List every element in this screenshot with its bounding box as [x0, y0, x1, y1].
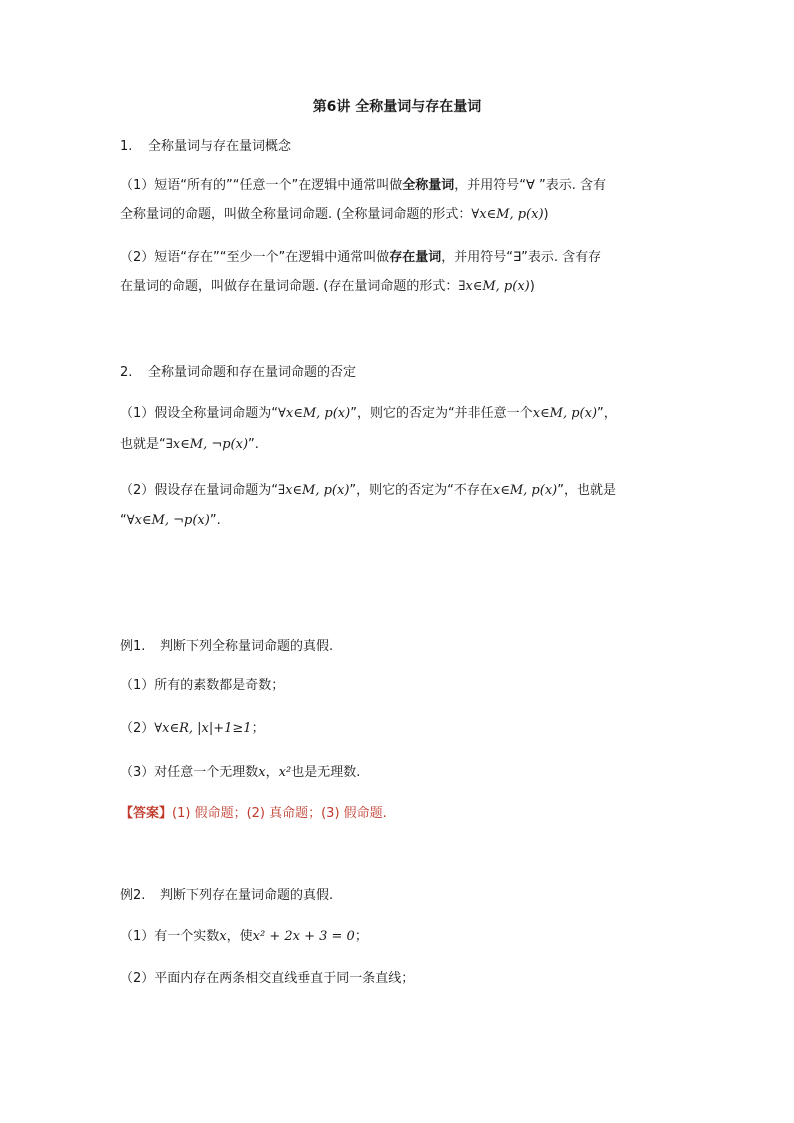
text: ，使 — [226, 929, 253, 944]
s1-p2-line1 — [120, 249, 601, 267]
math-formula: ∃x∈M, p(x) — [278, 483, 350, 498]
math-formula: ∃x∈M, ¬p(x) — [165, 437, 249, 452]
section-1-heading — [120, 138, 291, 156]
answer-tag: 【答案】 — [120, 806, 173, 821]
math-formula: x — [258, 765, 266, 780]
ex1-item-2 — [120, 720, 265, 738]
text: （2） — [120, 721, 155, 736]
s2-p1-line1 — [120, 405, 617, 423]
example-2-heading — [120, 887, 333, 905]
example-label: 例2. — [120, 888, 146, 903]
math-formula: ∀x∈M, p(x) — [471, 207, 544, 222]
math-formula: x² + 2x + 3 = 0 — [252, 929, 355, 944]
section-heading-text: 全称量词命题和存在量词命题的否定 — [148, 365, 357, 380]
text: ”. — [248, 437, 259, 452]
s1-p1-line1 — [120, 177, 606, 195]
section-number: 2. — [120, 365, 133, 380]
text: ”. — [209, 513, 221, 528]
text: ) — [543, 207, 549, 222]
text: ”，则它的否定为“并非任意一个 — [350, 406, 533, 421]
ex1-item-1: （1）所有的素数都是奇数； — [120, 678, 285, 693]
text: ， — [265, 765, 279, 780]
text: （1）假设全称量词命题为“ — [120, 406, 279, 421]
ex1-answer — [120, 805, 387, 823]
text: 也是无理数. — [291, 765, 361, 780]
section-number: 1. — [120, 139, 133, 154]
example-label: 例1. — [120, 639, 146, 654]
page-title: 第6讲 全称量词与存在量词 — [312, 99, 482, 115]
answer-text: (1) 假命题；(2) 真命题；(3) 假命题. — [172, 806, 387, 821]
math-formula: ∀x∈R, |x|+1≥1 — [154, 721, 252, 736]
bold-term: 存在量词 — [389, 250, 442, 265]
example-prompt: 判断下列全称量词命题的真假. — [160, 639, 334, 654]
math-formula: x∈M, p(x) — [532, 406, 598, 421]
example-prompt: 判断下列存在量词命题的真假. — [160, 888, 334, 903]
text: ，并用符号“∀ ”表示. 含有 — [454, 178, 606, 193]
text: 也就是“ — [120, 437, 166, 452]
text: 在量词的命题，叫做存在量词命题. (存在量词命题的形式： — [120, 279, 459, 294]
text: ”，也就是 — [557, 483, 616, 498]
s1-p2-line2 — [120, 278, 535, 296]
bold-term: 全称量词 — [402, 178, 455, 193]
text: ”，则它的否定为“不存在 — [349, 483, 493, 498]
text: ) — [529, 279, 535, 294]
text: ； — [251, 721, 265, 736]
ex2-item-1 — [120, 928, 368, 946]
text: ； — [354, 929, 368, 944]
text: （3）对任意一个无理数 — [120, 765, 259, 780]
text: （2）短语“存在”“至少一个”在逻辑中通常叫做 — [120, 250, 390, 265]
text: ”， — [597, 406, 617, 421]
math-formula: ∀x∈M, ¬p(x) — [126, 513, 210, 528]
math-formula: ∀x∈M, p(x) — [278, 406, 351, 421]
text: （1）短语“所有的”“任意一个”在逻辑中通常叫做 — [120, 178, 403, 193]
math-formula: x² — [278, 765, 292, 780]
s2-p2-line2 — [120, 512, 221, 530]
math-formula: x — [219, 929, 227, 944]
text: ，并用符号“∃”表示. 含有存 — [441, 250, 602, 265]
section-2-heading — [120, 364, 356, 382]
example-1-heading — [120, 638, 333, 656]
text: （2）假设存在量词命题为“ — [120, 483, 279, 498]
ex1-item-3 — [120, 764, 360, 782]
s2-p1-line2 — [120, 436, 259, 454]
math-formula: x∈M, p(x) — [492, 483, 558, 498]
text: （1）有一个实数 — [120, 929, 220, 944]
s1-p1-line2 — [120, 206, 549, 224]
text: “ — [120, 513, 127, 528]
s2-p2-line1 — [120, 482, 616, 500]
ex2-item-2: （2）平面内存在两条相交直线垂直于同一条直线； — [120, 971, 415, 986]
section-heading-text: 全称量词与存在量词概念 — [148, 139, 292, 154]
text: 全称量词的命题，叫做全称量词命题. (全称量词命题的形式： — [120, 207, 472, 222]
math-formula: ∃x∈M, p(x) — [458, 279, 530, 294]
